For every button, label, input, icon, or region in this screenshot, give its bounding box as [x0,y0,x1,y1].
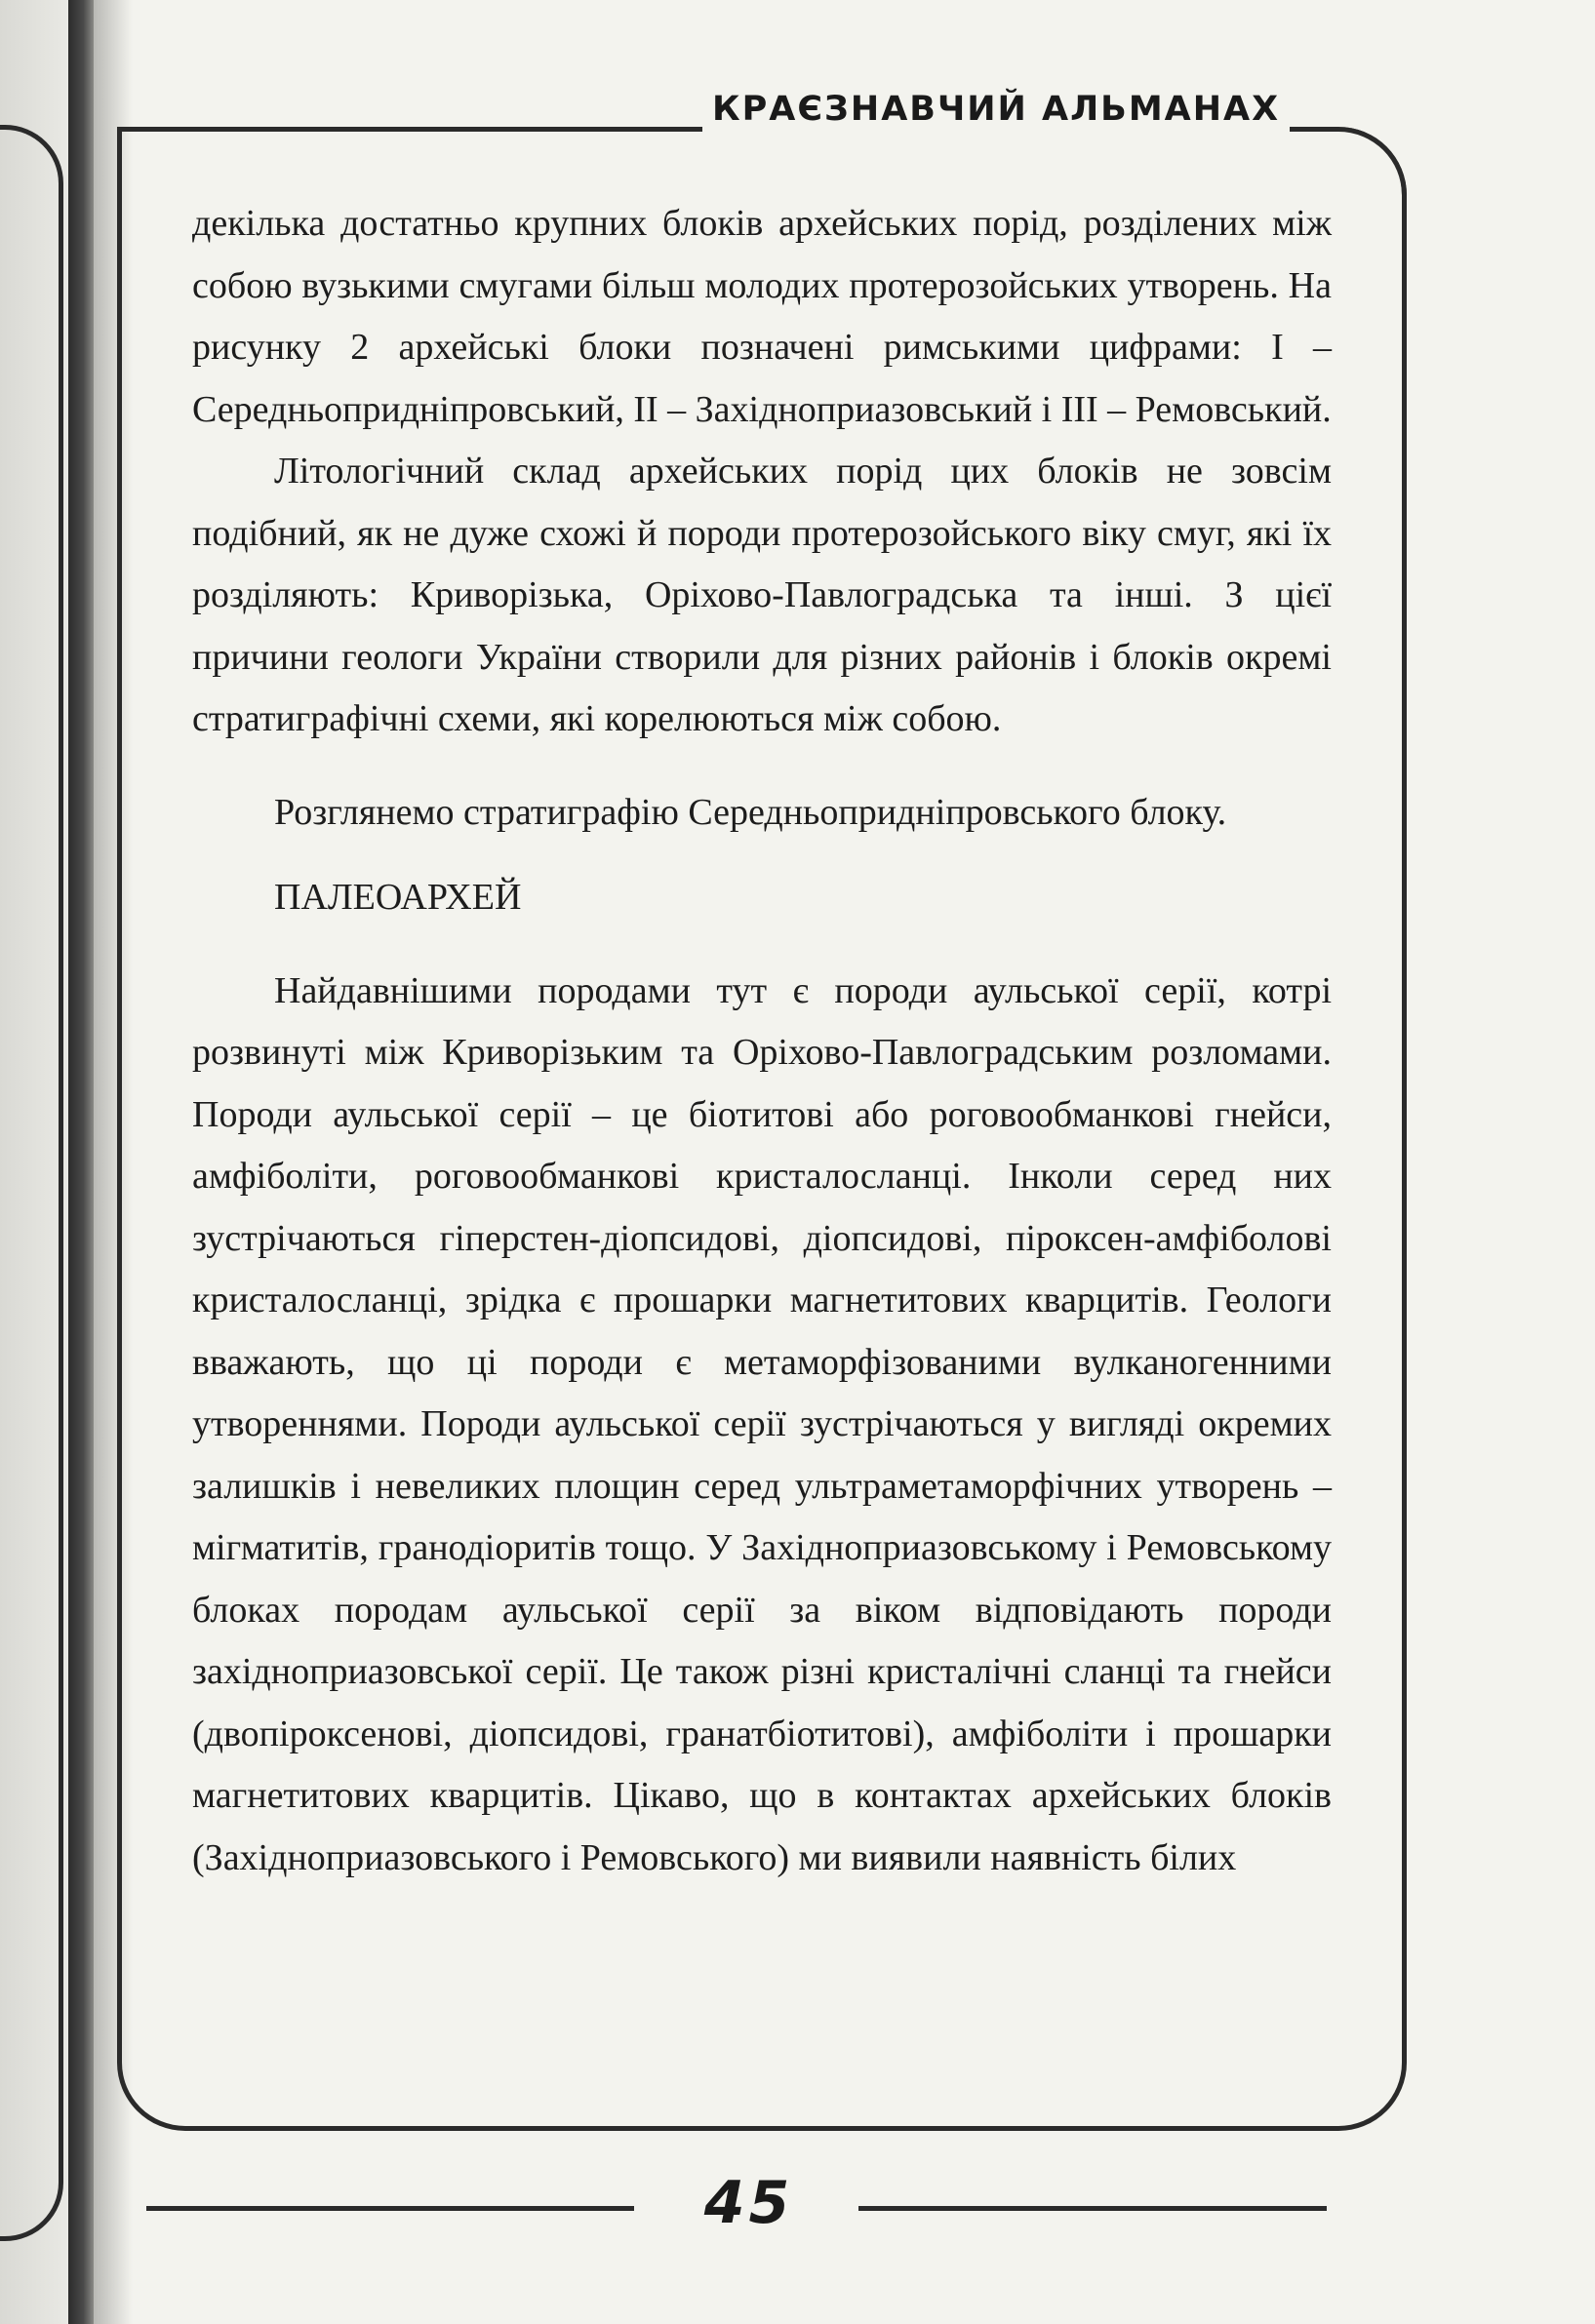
paragraph: Розглянемо стратиграфію Середньопридніпровського блоку. [274,791,1227,833]
running-header: КРАЄЗНАВЧИЙ АЛЬМАНАХ [712,90,1281,129]
book-spine [68,0,94,2324]
previous-page-frame [0,125,63,2241]
body-text [192,193,1332,1889]
footer-line-right [858,2206,1327,2211]
paragraph: Найдавнішими породами тут є породи аульської серії, котрі розвинуті між Криворізьким та Оріхово-Павлоградським розломами. Породи аульської серії – це біотитові або роговообманкові гнейси, амфіболіти, роговообманкові кристалосланці. Інколи серед них зустрічаються гіперстен-діопсидові, діопсидові, піроксен-амфіболові кристалосланці, зрідка є прошарки магнетитових кварцитів. Геологи вважають, що ці породи є метаморфізованими вулканогенними утвореннями. Породи аульської серії зустрічаються у вигляді окремих залишків і невеликих площин серед ультраметаморфічних утворень – мігматитів, гранодіоритів тощо. У Західноприазовському і Ремовському блоках породам аульської серії за віком відповідають породи західноприазовської серії. Це також різні кристалічні сланці та гнейси (двопіроксенові, діопсидові, гранатбіотитові), амфіболіти і прошарки магнетитових кварцитів. Цікаво, що в контактах архейських блоків (Західноприазовського і Ремовського) ми виявили наявність білих [192,969,1332,1878]
section-heading: ПАЛЕОАРХЕЙ [274,877,522,918]
paragraph: декілька достатньо крупних блоків архейських порід, розділених між собою вузькими смугами більш молодих протерозойських утворень. На рисунку 2 архейські блоки позначені римськими цифрами: I – Середньопридніпровський, II – Західноприазовський і III – Ремовський. [192,203,1332,430]
footer-line-left [146,2206,634,2211]
page-number: 45 [703,2169,794,2237]
paragraph: Літологічний склад архейських порід цих блоків не зовсім подібний, як не дуже схожі й породи протерозойського віку смуг, які їх розділяють: Криворізька, Оріхово-Павлоградська та інші. З цієї причини геологи України створили для різних районів і блоків окремі стратиграфічні схеми, які корелюються між собою. [192,451,1332,739]
